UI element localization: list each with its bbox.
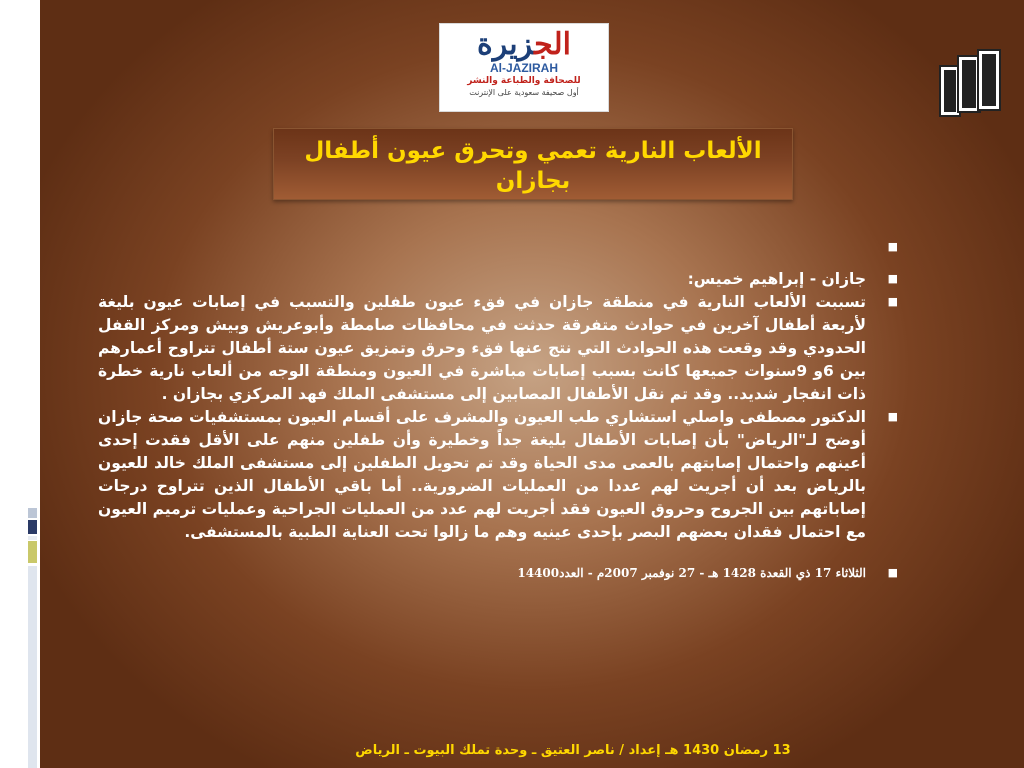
byline-text: جازان - إبراهيم خميس:: [687, 270, 866, 288]
paragraph-text: الدكتور مصطفى واصلي استشاري طب العيون والمشرف على أقسام العيون بمستشفيات صحة جازان أوضح لـ"الرياض" بأن إصابات الأطفال بليغة جداً وخطيرة وأن طفلين منهم على الأقل فقدت إحدى أعينهم واحتمال إصابتهم بالعمى مدى الحياة وقد تم تحويل الطفلين إلى مستشفى الملك خالد للعيون بالرياض بعد أن أجريت لهم عددا من العمليات الضرورية.. أما باقي الأطفال الذين تتراوح درجات إصاباتهم بين الجروح وحروق العيون فقد أجريت لهم عدد من العمليات الجراحية وعمليات ترميم العيون مع احتمال فقدان بعضهم البصر بإحدى عينيه وهم ما زالوا تحت العناية الطبية بالمستشفى.: [98, 408, 866, 541]
bullet-icon: ■: [887, 295, 898, 308]
logo-tagline: للصحافة والطباعة والنشر: [467, 76, 581, 86]
decor-bar-navy: [28, 520, 37, 534]
slide-footer: 13 رمضان 1430 هـ إعداد / ناصر العتيق ـ وحدة تملك البيوت ـ الرياض: [355, 743, 791, 758]
decor-bar-pale: [28, 566, 37, 768]
decor-bar-light: [28, 536, 37, 540]
article-body: [98, 236, 902, 696]
bullet-list: [98, 236, 902, 585]
bullet-icon: ■: [887, 272, 898, 285]
al-jazirah-logo: [439, 23, 609, 112]
list-item-byline: [98, 268, 902, 291]
slide-title: الألعاب النارية تعمي وتحرق عيون أطفال بجازان: [273, 128, 793, 200]
list-item-date: [98, 562, 902, 585]
bullet-icon: ■: [887, 410, 898, 423]
logo-subtagline: أول صحيفة سعودية على الإنترنت: [469, 88, 579, 97]
list-item-paragraph: [98, 291, 902, 406]
bullet-icon: ■: [887, 240, 898, 253]
decor-bar-gray: [28, 508, 37, 518]
list-item-paragraph: [98, 406, 902, 544]
logo-arabic-name: الجزيرة: [476, 27, 572, 62]
logo-english-name: Al-JAZIRAH: [490, 61, 558, 75]
issue-date-text: الثلاثاء 17 ذي القعدة 1428 هـ - 27 نوفمبر 2007م - العدد14400: [517, 566, 866, 580]
left-margin-strip: [0, 0, 40, 768]
list-item-empty: [98, 236, 902, 268]
decor-bar-olive: [28, 541, 37, 563]
bullet-icon: ■: [887, 566, 898, 579]
paragraph-text: تسببت الألعاب النارية في منطقة جازان في فقء عيون طفلين والتسبب في إصابات عيون بليغة لأربعة أطفال آخرين في حوادث متفرقة حدثت في محافظات صامطة وأبوعريش وبيش ومركز القفل الحدودي وقد وقعت هذه الحوادث التي نتج عنها فقء وحرق وتمزيق عيون ستة أطفال تتراوح أعمارهم بين 6و 9سنوات جميعها كانت بسبب إصابات مباشرة في العيون ومنطقة الوجه من ألعاب نارية خطرة ذات انفجار شديد.. وقد تم نقل الأطفال المصابين إلى مستشفى الملك فهد المركزي بجازان .: [98, 293, 867, 403]
stacked-cards-icon: [938, 48, 1002, 118]
